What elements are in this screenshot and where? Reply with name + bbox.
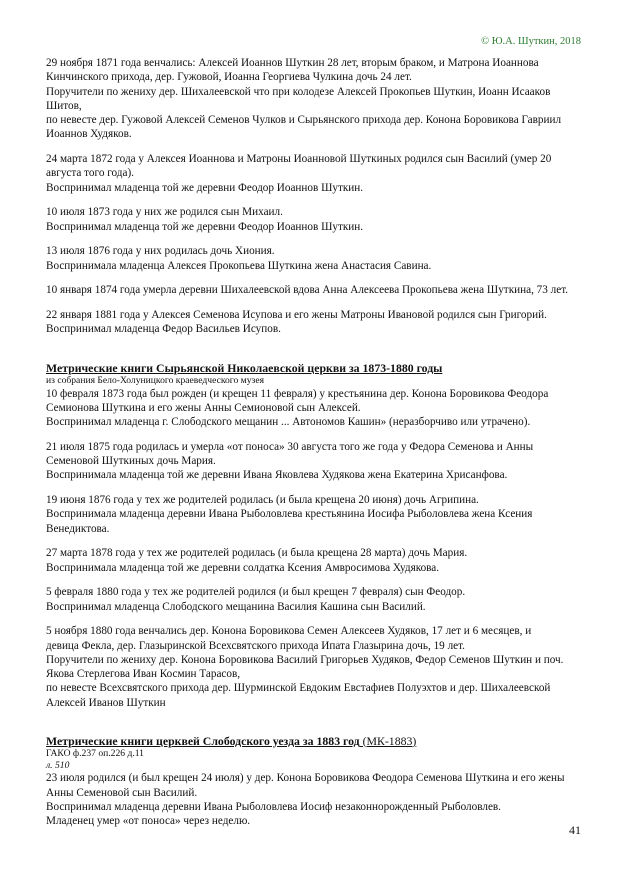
entry-line: Воспринимал младенца той же деревни Феодор Иоаннов Шуткин. [46, 220, 364, 233]
entry-line: Семеновой Шуткиных дочь Мария. [46, 455, 216, 467]
record-entry [46, 440, 591, 483]
entry-line: Алексей Иванов Шуткин [46, 696, 166, 709]
entry-line: Семионова Шуткина и его жены Анны Семионовой сын Алексей. [46, 401, 361, 414]
entry-line: Воспринимала младенца деревни Ивана Рыболовлева крестьянина Иосифа Рыболовлева жена Ксения [46, 508, 533, 521]
record-entry [46, 308, 591, 337]
section-syryan-church [46, 361, 591, 710]
entry-line: 22 января 1881 года у Алексея Семенова Исупова и его жены Матроны Ивановой родился сын Григорий. [46, 309, 547, 321]
entry-line: 5 ноября 1880 года венчались дер. Конона Боровикова Семен Алексеев Худяков, 17 лет и 6 месяцев, и [46, 625, 532, 638]
entry-line: 21 июля 1875 года родилась и умерла «от поноса» 30 августа того же года у Федора Семенова и Анны [46, 440, 534, 453]
entry-line: Якова Стерлегова Иван Космин Тарасов, [46, 668, 241, 680]
entry-line: по невесте дер. Гужовой Алексей Семенов Чулков и Сырьянского прихода дер. Конона Боровикова Гавриил [46, 114, 562, 126]
entry-line: Воспринимала младенца той же деревни Ивана Яковлева Худякова жена Екатерина Хрисанфова. [46, 469, 508, 482]
section-code: (МК-1883) [362, 733, 417, 748]
section-source: ГАКО ф.237 оп.226 д.11 [46, 748, 144, 760]
record-entry [46, 205, 591, 234]
section-sheet: л. 510 [46, 759, 70, 771]
record-entry [46, 244, 591, 273]
entry-line: 13 июля 1876 года у них родилась дочь Хиония. [46, 245, 275, 258]
page-number: 41 [569, 823, 581, 837]
record-entry [46, 624, 591, 710]
entry-line: августа того года). [46, 167, 134, 180]
record-entry [46, 493, 591, 536]
entry-line: Воспринимал младенца Слободского мещанина Василия Кашина сын Василий. [46, 600, 426, 613]
entry-line: 24 марта 1872 года у Алексея Иоаннова и Матроны Иоанновой Шуткиных родился сын Василий (умер 20 [46, 153, 552, 165]
entry-line: Воспринимала младенца той же деревни солдатка Ксения Амвросимова Худякова. [46, 561, 440, 574]
entry-line: Воспринимал младенца Федор Васильев Исупов. [46, 323, 281, 336]
section-title-text: Метрические книги церквей Слободского уезда за 1883 год [46, 733, 360, 748]
entry-line: Воспринимал младенца г. Слободского мещанин ... Автономов Кашин» (неразборчиво или утрачено). [46, 416, 531, 428]
record-entry [46, 56, 591, 142]
entry-line: Венедиктова. [46, 522, 110, 535]
record-entry [46, 585, 591, 614]
section-slobodskoy-1883 [46, 734, 591, 829]
entry-line: 10 февраля 1873 года был рожден (и крещен 11 февраля) у крестьянина дер. Конона Боровикова Феодора [46, 387, 549, 400]
entry-line: Поручители по жениху дер. Конона Боровикова Василий Григорьев Худяков, Федор Семенов Шуткин и поч. [46, 653, 564, 666]
entry-line: Иоаннов Худяков. [46, 128, 132, 141]
intro-entries [46, 56, 591, 337]
record-entry [46, 283, 591, 297]
entry-line: девица Фекла, дер. Глазыринской Всехсвятского прихода Ипата Глазырина дочь, 19 лет. [46, 639, 465, 652]
entry-line: по невесте Всехсвятского прихода дер. Шурминской Евдоким Евстафиев Полуэхтов и дер. Шихалеевской [46, 682, 551, 695]
entry-line: Кинчинского прихода, дер. Гужовой, Иоанна Георгиева Чулкина дочь 24 лет. [46, 71, 412, 84]
record-entry [46, 152, 591, 195]
entry-line: Анны Семеновой сын Василий. [46, 786, 198, 799]
record-entry [46, 387, 591, 430]
entry-line: 19 июня 1876 года у тех же родителей родилась (и была крещена 20 июня) дочь Агрипина. [46, 494, 479, 506]
document-body [46, 56, 591, 828]
entry-line: Воспринимал младенца той же деревни Феодор Иоаннов Шуткин. [46, 181, 364, 194]
entry-line: Поручители по жениху дер. Шихалеевской что при колодезе Алексей Прокопьев Шуткин, Иоанн Исааков [46, 85, 551, 98]
section-title: Метрические книги Сырьянской Николаевской церкви за 1873-1880 годы [46, 360, 443, 375]
section-source: из собрания Бело-Холуницкого краеведческого музея [46, 375, 265, 386]
entry-line: Младенец умер «от поноса» через неделю. [46, 815, 251, 827]
entry-line: 29 ноября 1871 года венчались: Алексей Иоаннов Шуткин 28 лет, вторым браком, и Матрона Иоаннова [46, 57, 539, 69]
entry-line: Воспринимал младенца деревни Ивана Рыболовлева Иосиф незаконнорожденный Рыболовлев. [46, 800, 501, 813]
entry-line: Воспринимала младенца Алексея Прокопьева Шуткина жена Анастасия Савина. [46, 259, 432, 272]
copyright-notice: © Ю.А. Шуткин, 2018 [481, 36, 581, 47]
record-entry [46, 771, 591, 828]
entry-line: 23 июля родился (и был крещен 24 июля) у дер. Конона Боровикова Феодора Семенова Шуткина и его жены [46, 772, 565, 785]
entry-line: 10 января 1874 года умерла деревни Шихалеевской вдова Анна Алексеева Прокопьева жена Шуткина, 73 лет. [46, 284, 569, 297]
entry-line: 5 февраля 1880 года у тех же родителей родился (и был крещен 7 февраля) сын Феодор. [46, 586, 466, 599]
entry-line: 27 марта 1878 года у тех же родителей родилась (и была крещена 28 марта) дочь Мария. [46, 547, 468, 560]
entry-line: 10 июля 1873 года у них же родился сын Михаил. [46, 206, 283, 219]
section-entries [46, 771, 591, 828]
record-entry [46, 546, 591, 575]
section-entries [46, 387, 591, 710]
section-title [46, 734, 591, 749]
entry-line: Шитов, [46, 99, 82, 112]
